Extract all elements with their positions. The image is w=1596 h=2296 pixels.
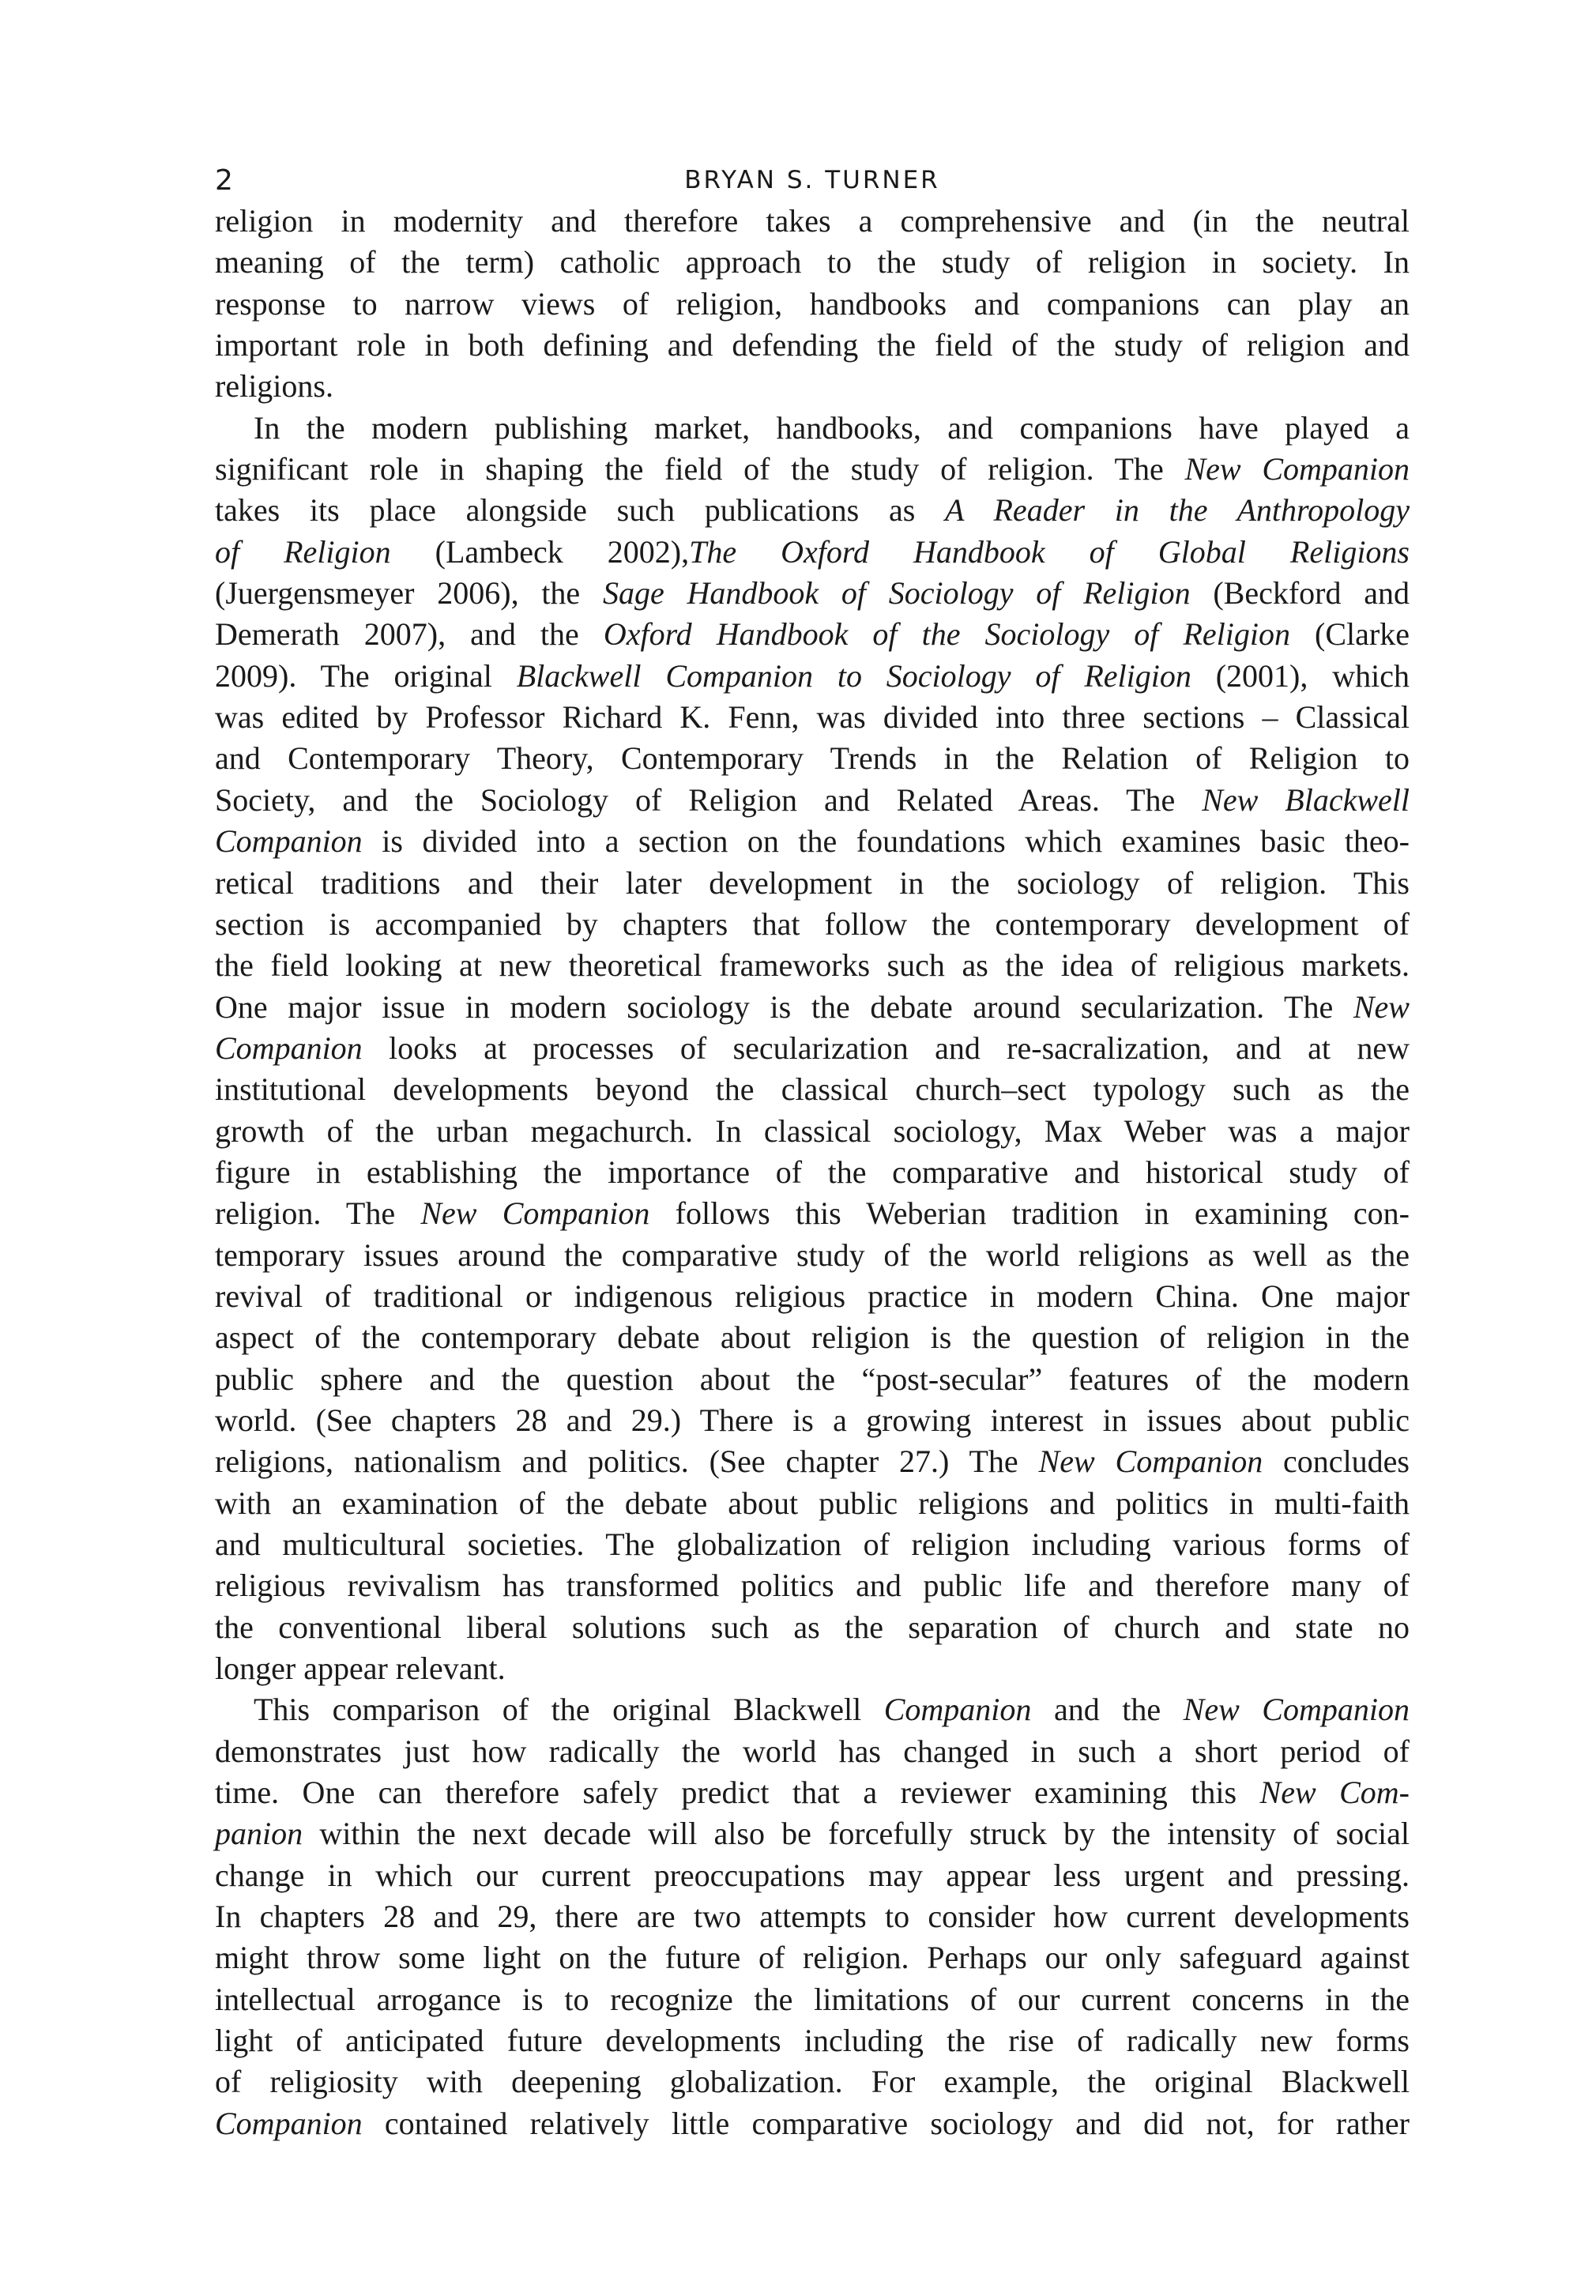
- text-line: [215, 201, 1410, 242]
- text-line: [215, 697, 1410, 738]
- text-segment: religion in modernity and therefore takes a comprehensive and (in the neutral: [215, 203, 1410, 239]
- italic-title: panion: [215, 1816, 303, 1852]
- text-segment: and the: [1031, 1692, 1184, 1728]
- text-segment: meaning of the term) catholic approach to the study of religion in society. In: [215, 244, 1410, 280]
- italic-title: New Blackwell: [1202, 781, 1410, 818]
- text-segment: world. (See chapters 28 and 29.) There is a growing interest in issues about public: [215, 1402, 1410, 1438]
- text-line: [215, 863, 1410, 904]
- book-page: [215, 156, 1410, 2144]
- text-line: [215, 1813, 1410, 1854]
- italic-title: The Oxford Handbook of Global Religions: [689, 533, 1410, 570]
- text-segment: contained relatively little comparative sociology and did not, for rather: [362, 2105, 1410, 2141]
- text-segment: religion. The: [215, 1195, 421, 1232]
- text-segment: intellectual arrogance is to recognize the limitations of our current concerns in the: [215, 1981, 1410, 2017]
- text-segment: (2001), which: [1191, 657, 1410, 694]
- text-line: [215, 490, 1410, 531]
- text-segment: In the modern publishing market, handbooks, and companions have played a: [254, 409, 1410, 446]
- text-segment: and multicultural societies. The globalization of religion including various forms of: [215, 1526, 1410, 1562]
- text-segment: This comparison of the original Blackwell: [254, 1692, 884, 1728]
- text-line: [215, 325, 1410, 366]
- text-line: [215, 1152, 1410, 1193]
- text-line: [215, 1731, 1410, 1772]
- text-segment: institutional developments beyond the classical church–sect typology such as the: [215, 1071, 1410, 1108]
- text-segment: might throw some light on the future of religion. Perhaps our only safeguard against: [215, 1940, 1410, 1976]
- text-line: [215, 1483, 1410, 1524]
- text-segment: aspect of the contemporary debate about religion is the question of religion in the: [215, 1319, 1410, 1356]
- body-text: [215, 201, 1410, 2144]
- text-line: [215, 1069, 1410, 1110]
- text-segment: (Clarke: [1289, 616, 1410, 653]
- text-segment: looks at processes of secularization and re-sacralization, and at new: [362, 1029, 1410, 1066]
- text-segment: religious revivalism has transformed politics and public life and therefore many of: [215, 1568, 1410, 1604]
- text-line: [215, 1193, 1410, 1234]
- text-line: [215, 1028, 1410, 1069]
- text-segment: light of anticipated future developments including the rise of radically new forms: [215, 2023, 1410, 2059]
- text-segment: 2009). The original: [215, 657, 517, 694]
- italic-title: New Companion: [1183, 1692, 1410, 1728]
- text-line: [215, 573, 1410, 614]
- italic-title: New Companion: [1184, 451, 1410, 487]
- text-line: [215, 1855, 1410, 1896]
- text-segment: retical traditions and their later development in the sociology of religion. This: [215, 864, 1410, 901]
- running-head-author: BRYAN S. TURNER: [684, 166, 940, 194]
- text-segment: demonstrates just how radically the world has changed in such a short period of: [215, 1733, 1410, 1769]
- text-line: [215, 904, 1410, 945]
- text-line: [215, 738, 1410, 779]
- text-line: [215, 2103, 1410, 2144]
- page-number: 2: [215, 164, 233, 197]
- text-segment: response to narrow views of religion, handbooks and companions can play an: [215, 285, 1410, 322]
- italic-title: New: [1353, 988, 1410, 1025]
- text-line: [215, 2020, 1410, 2061]
- text-segment: and Contemporary Theory, Contemporary Trends in the Relation of Religion to: [215, 740, 1410, 777]
- text-segment: (Beckford and: [1190, 575, 1410, 612]
- text-line: [215, 1524, 1410, 1565]
- text-line: [215, 1400, 1410, 1441]
- italic-title: Companion: [215, 1029, 363, 1066]
- text-segment: religions, nationalism and politics. (See chapter 27.) The: [215, 1443, 1039, 1480]
- text-line: [215, 1772, 1410, 1813]
- text-segment: takes its place alongside such publications as: [215, 492, 946, 529]
- text-segment: of religiosity with deepening globalization. For example, the original Blackwell: [215, 2064, 1410, 2100]
- italic-title: Companion: [215, 823, 363, 860]
- running-head: [215, 156, 1410, 201]
- italic-title: of Religion: [215, 533, 391, 570]
- text-line: [215, 449, 1410, 490]
- text-segment: Demerath 2007), and the: [215, 616, 604, 653]
- text-segment: within the next decade will also be forcefully struck by the intensity of social: [303, 1816, 1410, 1852]
- text-segment: change in which our current preoccupations may appear less urgent and pressing.: [215, 1857, 1410, 1893]
- text-segment: revival of traditional or indigenous religious practice in modern China. One major: [215, 1278, 1410, 1314]
- text-segment: with an examination of the debate about public religions and politics in multi-faith: [215, 1485, 1410, 1521]
- italic-title: New Companion: [420, 1195, 650, 1232]
- text-line: [215, 408, 1410, 449]
- text-line: [215, 614, 1410, 655]
- text-segment: concludes: [1263, 1443, 1410, 1480]
- text-segment: time. One can therefore safely predict that a reviewer examining this: [215, 1775, 1260, 1811]
- text-line: [215, 1896, 1410, 1937]
- text-line: [215, 1937, 1410, 1978]
- text-segment: significant role in shaping the field of the study of religion. The: [215, 451, 1185, 487]
- text-line: [215, 1648, 1410, 1689]
- text-segment: the conventional liberal solutions such as the separation of church and state no: [215, 1609, 1410, 1645]
- text-segment: One major issue in modern sociology is the debate around secularization. The: [215, 988, 1353, 1025]
- text-segment: section is accompanied by chapters that follow the contemporary development of: [215, 905, 1410, 942]
- text-segment: the field looking at new theoretical frameworks such as the idea of religious markets.: [215, 947, 1410, 984]
- text-segment: important role in both defining and defending the field of the study of religion and: [215, 327, 1410, 363]
- text-line: [215, 821, 1410, 862]
- text-segment: religions.: [215, 368, 333, 405]
- text-line: [215, 1441, 1410, 1482]
- italic-title: Companion: [883, 1692, 1032, 1728]
- text-line: [215, 1607, 1410, 1648]
- text-line: [215, 1317, 1410, 1358]
- text-line: [215, 1359, 1410, 1400]
- text-line: [215, 532, 1410, 573]
- italic-title: Blackwell Companion to Sociology of Religion: [516, 657, 1191, 694]
- text-line: [215, 2061, 1410, 2102]
- text-line: [215, 284, 1410, 325]
- text-segment: (Juergensmeyer 2006), the: [215, 575, 603, 612]
- text-line: [215, 1235, 1410, 1276]
- text-line: [215, 1111, 1410, 1152]
- text-segment: public sphere and the question about the “post-secular” features of the modern: [215, 1361, 1410, 1397]
- text-segment: follows this Weberian tradition in examining con-: [649, 1195, 1410, 1232]
- italic-title: New Com-: [1259, 1775, 1410, 1811]
- text-line: [215, 366, 1410, 407]
- text-segment: figure in establishing the importance of the comparative and historical study of: [215, 1154, 1410, 1190]
- text-line: [215, 656, 1410, 697]
- italic-title: New Companion: [1038, 1443, 1263, 1480]
- text-line: [215, 1689, 1410, 1730]
- italic-title: Companion: [215, 2105, 363, 2141]
- text-segment: (Lambeck 2002),: [390, 533, 690, 570]
- text-segment: was edited by Professor Richard K. Fenn, was divided into three sections – Classical: [215, 699, 1410, 736]
- text-segment: In chapters 28 and 29, there are two attempts to consider how current developments: [215, 1899, 1410, 1935]
- text-segment: is divided into a section on the foundations which examines basic theo-: [362, 823, 1410, 860]
- text-line: [215, 1276, 1410, 1317]
- text-segment: longer appear relevant.: [215, 1650, 506, 1687]
- italic-title: A Reader in the Anthropology: [945, 492, 1410, 529]
- text-segment: temporary issues around the comparative study of the world religions as well as the: [215, 1236, 1410, 1273]
- italic-title: Oxford Handbook of the Sociology of Religion: [603, 616, 1290, 653]
- text-line: [215, 1565, 1410, 1606]
- text-line: [215, 780, 1410, 821]
- text-line: [215, 987, 1410, 1028]
- text-segment: Society, and the Sociology of Religion and Related Areas. The: [215, 781, 1203, 818]
- text-line: [215, 1979, 1410, 2020]
- text-line: [215, 945, 1410, 986]
- text-segment: growth of the urban megachurch. In classical sociology, Max Weber was a major: [215, 1112, 1410, 1149]
- text-line: [215, 242, 1410, 283]
- italic-title: Sage Handbook of Sociology of Religion: [602, 575, 1191, 612]
